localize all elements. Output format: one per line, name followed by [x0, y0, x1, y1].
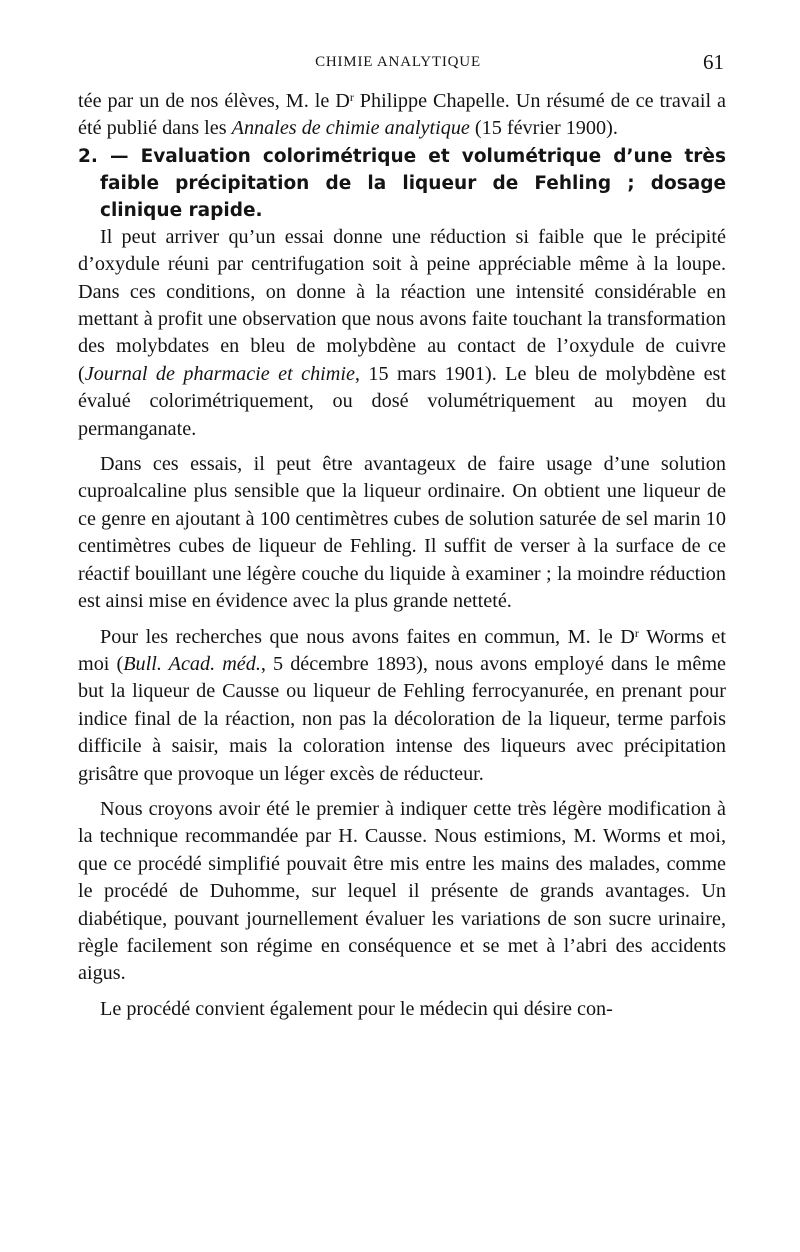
- paragraph-1-text-b: , 15 mars 1901). Le bleu de molybdène est évalué colorimétriquement, ou dosé volumétriquement au moyen du permanganate.: [78, 362, 726, 440]
- page-number: 61: [703, 50, 724, 74]
- paragraph-1: [78, 224, 726, 443]
- paragraph-4: Nous croyons avoir été le premier à indiquer cette très légère modification à la technique recommandée par H. Causse. Nous estimions, M. Worms et moi, que ce procédé simplifié pouvait être mis entre les mains des malades, comme le procédé de Duhomme, sur lequel il présente de grands avantages. Un diabétique, pouvant journellement évaluer les variations de son sucre urinaire, règle facilement son régime en conséquence et se met à l’abri des accidents aigus.: [78, 797, 726, 985]
- paragraph-3-journal: Bull. Acad. méd.: [123, 652, 261, 675]
- intro-text-2: Philippe Chapelle. Un résumé de ce travail a été publié dans les: [78, 90, 726, 140]
- running-title: CHIMIE ANALYTIQUE: [315, 54, 481, 70]
- paragraph-1-text-a: Il peut arriver qu’un essai donne une réduction si faible que le précipité d’oxydule réuni par centrifugation soit à peine appréciable même à la loupe. Dans ces conditions, on donne à la réaction une intensité considérable en mettant à profit une observation que nous avons faite touchant la transformation des molybdates en bleu de molybdène au contact de l’oxydule de cuivre (: [78, 225, 726, 385]
- paragraph-2: Dans ces essais, il peut être avantageux de faire usage d’une solution cuproalcaline plus sensible que la liqueur ordinaire. On obtient une liqueur de ce genre en ajoutant à 100 centimètres cubes de solution saturée de sel marin 10 centimètres cubes de liqueur de Fehling. Il suffit de verser à la surface de ce réactif bouillant une légère couche du liquide à examiner ; la moindre réduction est ainsi mise en évidence avec la plus grande netteté.: [78, 453, 726, 613]
- paragraph-3-superscript: r: [634, 625, 639, 640]
- section-heading: 2. — Evaluation colorimétrique et volumétrique d’une très faible précipitation de la liqueur de Fehling ; dosage clinique rapide.: [78, 145, 726, 221]
- paragraph-3-text-b: Worms et moi (: [78, 625, 727, 675]
- body-text: [78, 88, 726, 1023]
- running-head: [78, 50, 724, 80]
- intro-text-3: (15 février 1900).: [469, 117, 618, 140]
- intro-paragraph: [78, 88, 726, 143]
- intro-text-1: tée par un de nos élèves, M. le D: [78, 90, 350, 112]
- intro-journal-title: Annales de chimie analytique: [231, 117, 470, 140]
- paragraph-3-text-a: Pour les recherches que nous avons faites en commun, M. le D: [100, 625, 635, 648]
- paragraph-1-journal: Journal de pharmacie et chimie: [84, 362, 355, 385]
- paragraph-3: [78, 624, 726, 788]
- intro-superscript: r: [349, 90, 354, 104]
- paragraph-5: Le procédé convient également pour le médecin qui désire con-: [100, 997, 613, 1020]
- paragraph-3-text-c: , 5 décembre 1893), nous avons employé dans le même but la liqueur de Causse ou liqueur de Fehling ferrocyanurée, en prenant pour indice final de la réaction, non pas la décoloration de la liqueur, terme parfois difficile à saisir, mais la coloration intense des liqueurs avec précipitation grisâtre que provoque un léger excès de réducteur.: [78, 652, 726, 785]
